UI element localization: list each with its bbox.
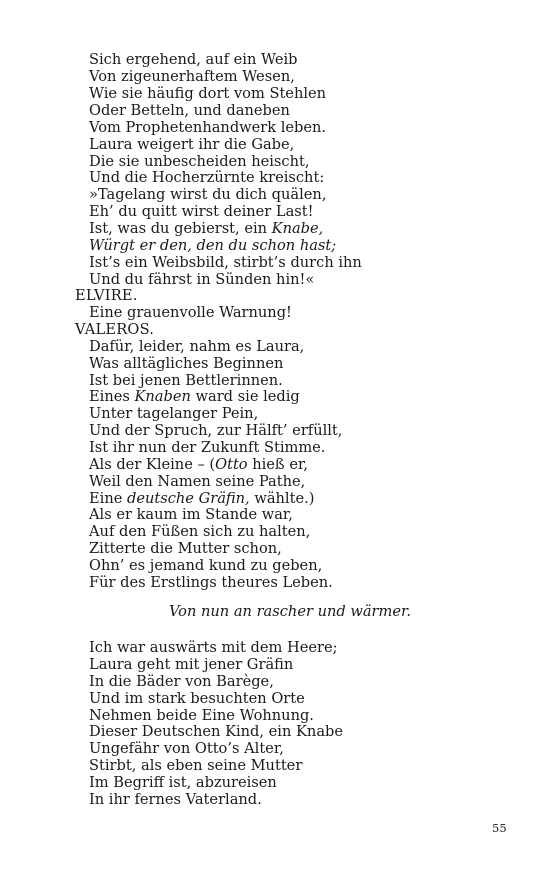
verse-line: Und der Spruch, zur Hälft’ erfüllt,: [89, 422, 343, 439]
verse-line: [89, 221, 323, 238]
verse-italic-text: Otto: [215, 456, 248, 473]
speaker-name-valeros: VALEROS.: [75, 321, 155, 338]
verse-line: Nehmen beide Eine Wohnung.: [89, 707, 314, 724]
verse-line: Als er kaum im Stande war,: [89, 506, 293, 523]
verse-line: Weil den Namen seine Pathe,: [89, 473, 306, 490]
verse-line: Und die Hocherzürnte kreischt:: [89, 169, 325, 186]
verse-italic-text: deutsche Gräfin,: [127, 490, 250, 507]
verse-line: Eh’ du quitt wirst deiner Last!: [89, 203, 314, 220]
verse-line: Dieser Deutschen Kind, ein Knabe: [89, 723, 343, 740]
verse-line: Ist bei jenen Bettlerinnen.: [89, 372, 283, 389]
verse-line: Für des Erstlings theures Leben.: [89, 574, 333, 591]
verse-line: Laura geht mit jener Gräfin: [89, 656, 294, 673]
verse-text: Als der Kleine – (: [89, 456, 216, 473]
verse-line: Vom Prophetenhandwerk leben.: [89, 119, 327, 136]
verse-line: Sich ergehend, auf ein Weib: [89, 51, 298, 68]
verse-line: [89, 238, 336, 255]
verse-line: Oder Betteln, und daneben: [89, 102, 290, 119]
verse-text: hieß er,: [247, 456, 308, 473]
verse-line: Ist’s ein Weibsbild, stirbt’s durch ihn: [89, 254, 362, 271]
verse-line: Ohn’ es jemand kund zu geben,: [89, 557, 323, 574]
verse-line: In ihr fernes Vaterland.: [89, 791, 262, 808]
verse-line: Auf den Füßen sich zu halten,: [89, 523, 311, 540]
verse-line: In die Bäder von Barège,: [89, 673, 274, 690]
verse-line: Dafür, leider, nahm es Laura,: [89, 338, 305, 355]
verse-line: Eine grauenvolle Warnung!: [89, 304, 292, 321]
verse-line: Von zigeunerhaftem Wesen,: [89, 68, 295, 85]
verse-italic-text: Knaben: [134, 388, 191, 405]
verse-italic-text: Knabe,: [271, 220, 324, 237]
verse-line: Ungefähr von Otto’s Alter,: [89, 740, 284, 757]
verse-line: Im Begriff ist, abzureisen: [89, 774, 277, 791]
verse-line: Ich war auswärts mit dem Heere;: [89, 639, 338, 656]
verse-line: Unter tagelanger Pein,: [89, 405, 259, 422]
verse-line: Was alltägliches Beginnen: [89, 355, 284, 372]
verse-line: Die sie unbescheiden heischt,: [89, 153, 310, 170]
verse-text: wählte.): [249, 490, 315, 507]
verse-line: Und im stark besuchten Orte: [89, 690, 305, 707]
verse-line: Wie sie häufig dort vom Stehlen: [89, 85, 327, 102]
verse-line: [89, 457, 308, 474]
speaker-name-elvire: ELVIRE.: [75, 287, 138, 304]
verse-line: »Tagelang wirst du dich quälen,: [89, 186, 327, 203]
verse-line: Ist ihr nun der Zukunft Stimme.: [89, 439, 326, 456]
page-number: 55: [492, 821, 507, 835]
verse-line: Stirbt, als eben seine Mutter: [89, 757, 303, 774]
verse-italic-text: Würgt er den, den du schon hast;: [89, 237, 337, 254]
verse-line: Laura weigert ihr die Gabe,: [89, 136, 295, 153]
verse-text: Eines: [89, 388, 135, 405]
verse-line: Und du fährst in Sünden hin!«: [89, 271, 315, 288]
stage-direction: Von nun an rascher und wärmer.: [168, 603, 412, 620]
verse-line: Zitterte die Mutter schon,: [89, 540, 282, 557]
verse-text: Ist, was du gebierst, ein: [89, 220, 272, 237]
verse-text: ward sie ledig: [190, 388, 300, 405]
verse-text: Eine: [89, 490, 127, 507]
verse-line: [89, 389, 300, 406]
